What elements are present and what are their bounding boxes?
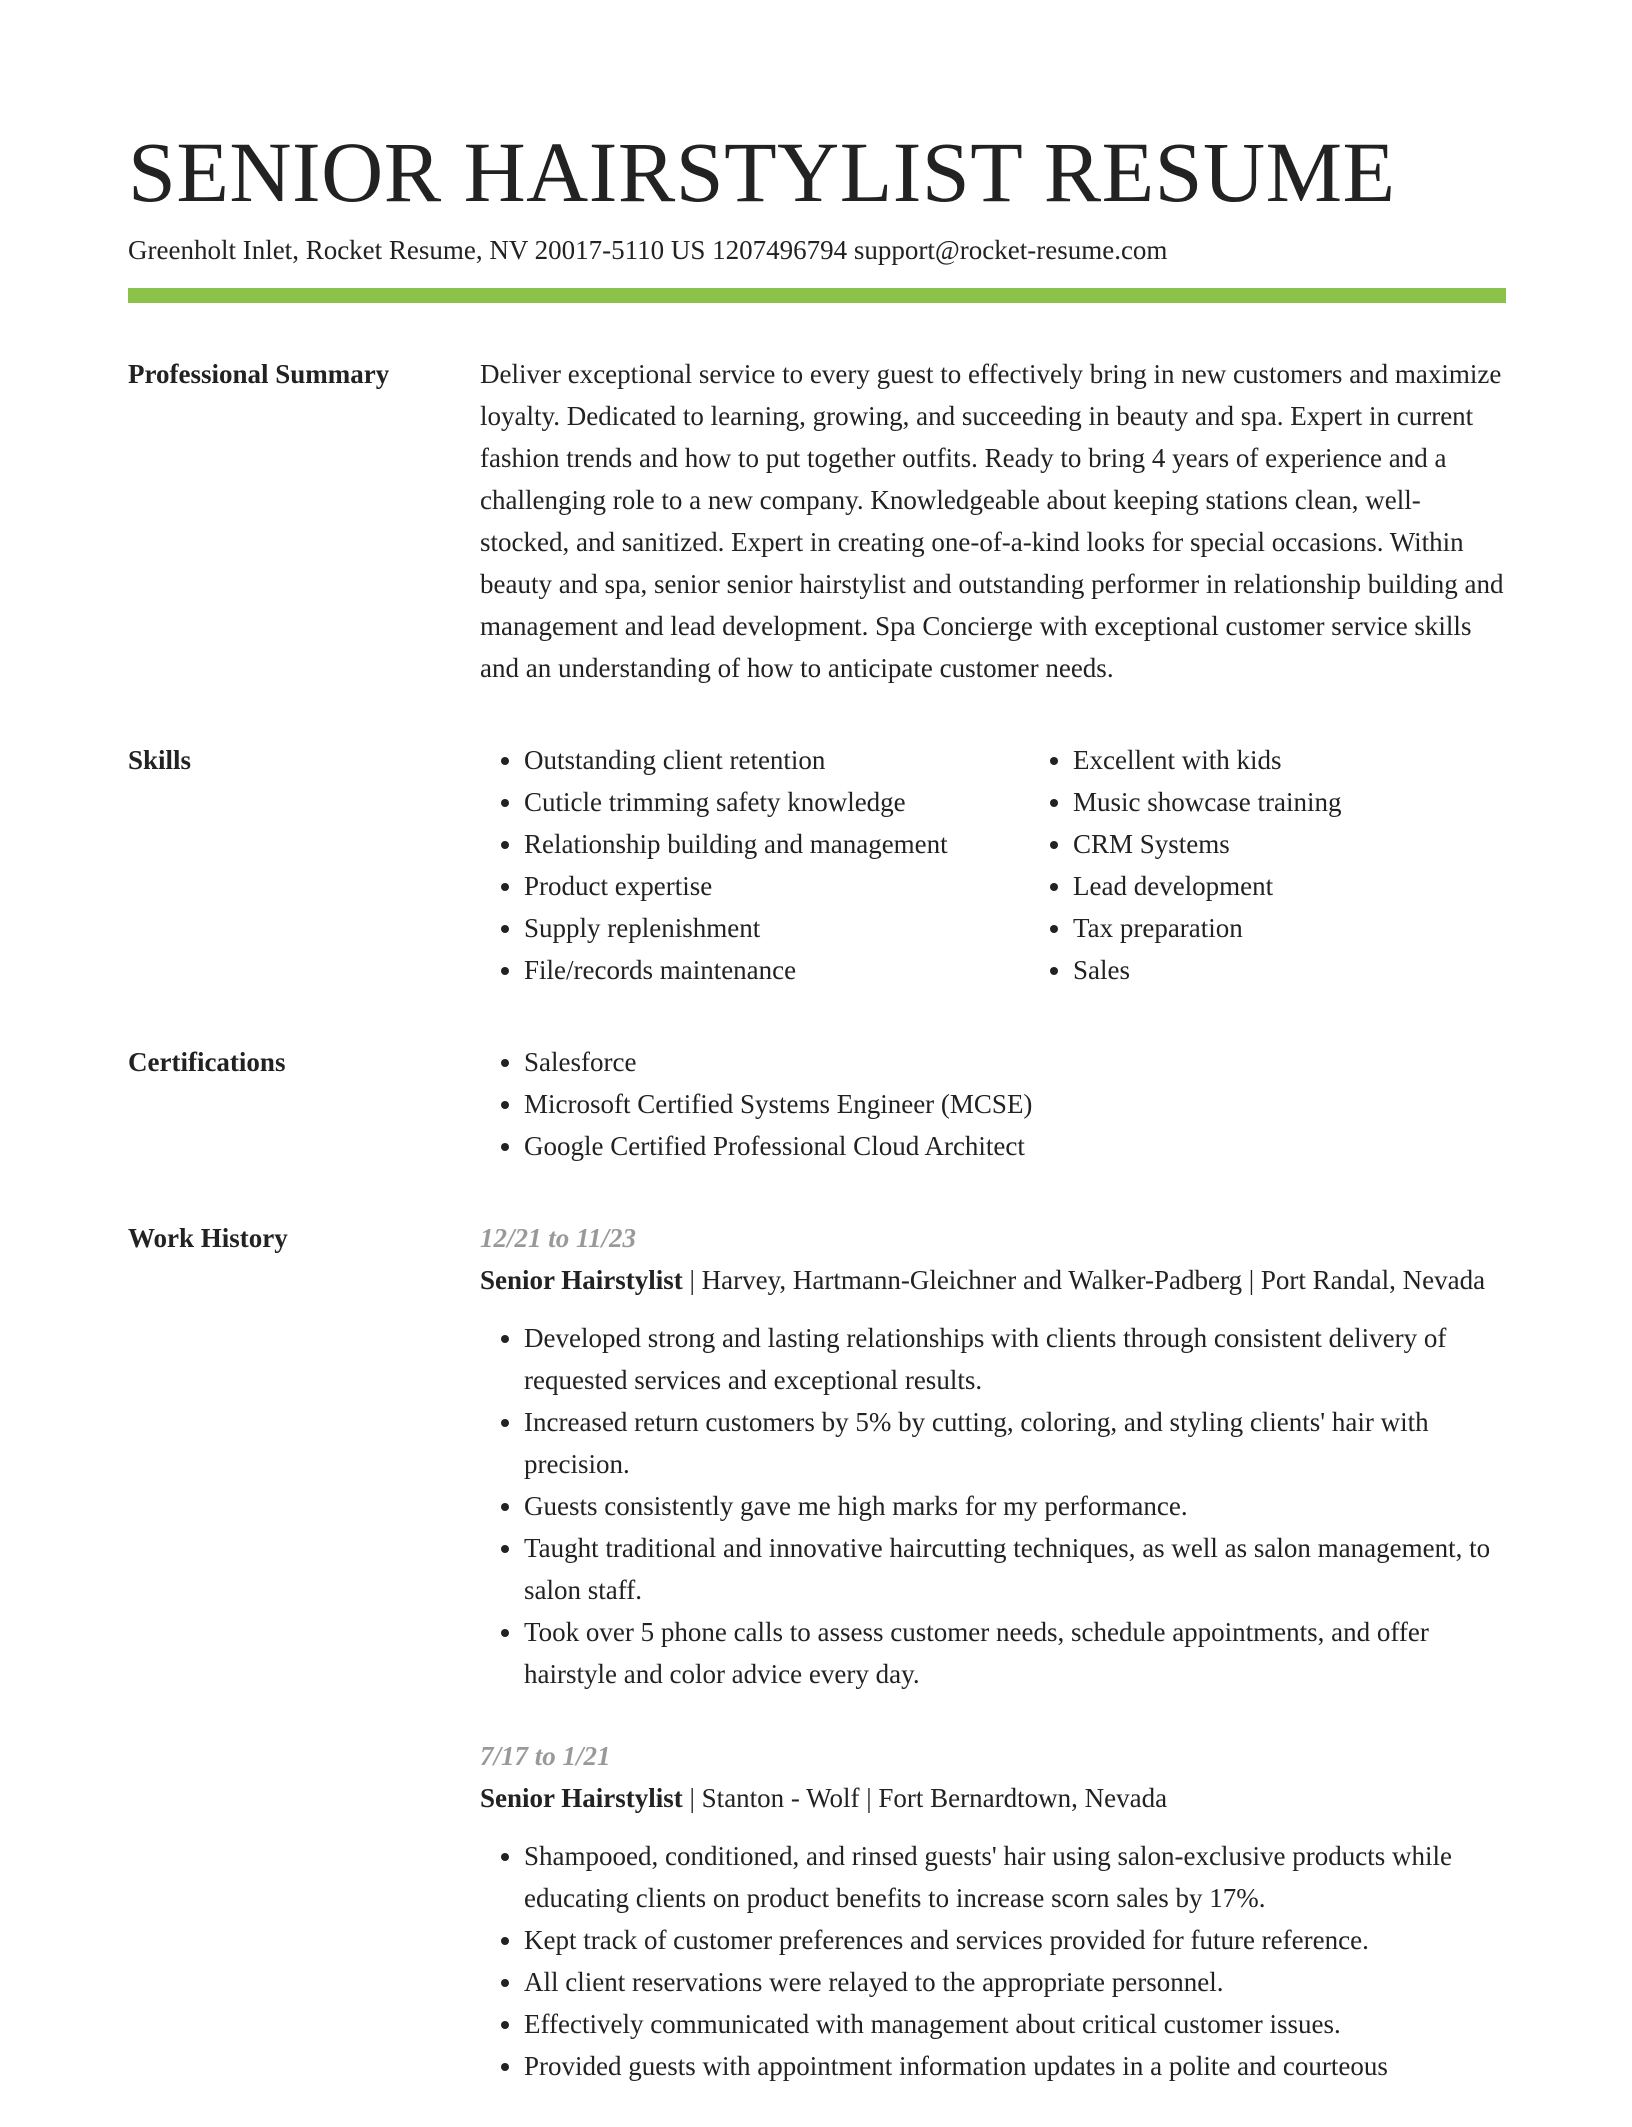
certifications-section — [128, 1041, 1506, 1167]
section-label-skills: Skills — [128, 745, 192, 775]
resume-title: SENIOR HAIRSTYLIST RESUME — [128, 124, 1396, 220]
job-details: | Stanton - Wolf | Fort Bernardtown, Nevada — [682, 1783, 1168, 1813]
resume-page — [128, 0, 1506, 2127]
section-label-certifications: Certifications — [128, 1047, 286, 1077]
job-dates: 12/21 to 11/23 — [480, 1223, 637, 1253]
skill-item: • Sales — [1073, 949, 1341, 991]
job-bullet: • Kept track of customer preferences and services provided for future reference. — [524, 1919, 1506, 1961]
job-bullet: • All client reservations were relayed to the appropriate personnel. — [524, 1961, 1506, 2003]
accent-divider — [128, 288, 1506, 303]
work-history-body — [480, 1217, 1506, 2127]
job-bullet: • Developed strong and lasting relationships with clients through consistent delivery of requested services and exceptional results. — [524, 1317, 1506, 1401]
skill-item: • Music showcase training — [1073, 781, 1341, 823]
skills-section — [128, 739, 1506, 991]
job-bullet: • Provided guests with appointment information updates in a polite and courteous — [524, 2045, 1506, 2087]
skill-item: • Outstanding client retention — [524, 739, 1029, 781]
skill-item: • Excellent with kids — [1073, 739, 1341, 781]
skill-item: • Lead development — [1073, 865, 1341, 907]
section-label-work-history: Work History — [128, 1223, 288, 1253]
certification-item: • Salesforce — [524, 1041, 1506, 1083]
job-entry — [480, 1217, 1506, 1695]
section-label-summary: Professional Summary — [128, 359, 390, 389]
work-history-section — [128, 1217, 1506, 2127]
job-bullets — [480, 1835, 1506, 2087]
skill-item: • Cuticle trimming safety knowledge — [524, 781, 1029, 823]
summary-text: Deliver exceptional service to every guest to effectively bring in new customers and maximize loyalty. Dedicated to learning, growing, and succeeding in beauty and spa. Expert in current fashion trends and how to put together outfits. Ready to bring 4 years of experience and a challenging role to a new company. Knowledgeable about keeping stations clean, well-stocked, and sanitized. Expert in creating one-of-a-kind looks for special occasions. Within beauty and spa, senior senior hairstylist and outstanding performer in relationship building and management and lead development. Spa Concierge with exceptional customer service skills and an understanding of how to anticipate customer needs. — [480, 359, 1504, 683]
skill-item: • Tax preparation — [1073, 907, 1341, 949]
job-heading — [480, 1777, 1506, 1819]
job-bullet: • Effectively communicated with management about critical customer issues. — [524, 2003, 1506, 2045]
job-title: Senior Hairstylist — [480, 1265, 683, 1295]
certifications-body — [480, 1041, 1506, 1167]
job-bullet: • Taught traditional and innovative haircutting techniques, as well as salon management, to salon staff. — [524, 1527, 1506, 1611]
job-heading — [480, 1259, 1506, 1301]
job-bullet: • Took over 5 phone calls to assess customer needs, schedule appointments, and offer hairstyle and color advice every day. — [524, 1611, 1506, 1695]
certification-item: • Microsoft Certified Systems Engineer (MCSE) — [524, 1083, 1506, 1125]
certifications-list — [480, 1041, 1506, 1167]
summary-section — [128, 353, 1506, 689]
skill-item: • Supply replenishment — [524, 907, 1029, 949]
job-title: Senior Hairstylist — [480, 1783, 683, 1813]
contact-line: Greenholt Inlet, Rocket Resume, NV 20017-5110 US 1207496794 support@rocket-resume.com — [128, 235, 1168, 265]
skill-item: • File/records maintenance — [524, 949, 1029, 991]
job-entry — [480, 1735, 1506, 2087]
skills-body — [480, 739, 1506, 991]
skills-column-2 — [1029, 739, 1341, 991]
skills-column-1 — [480, 739, 1029, 991]
skill-item: • Relationship building and management — [524, 823, 1029, 865]
job-dates: 7/17 to 1/21 — [480, 1741, 611, 1771]
job-bullets — [480, 1317, 1506, 1695]
job-bullet: • Shampooed, conditioned, and rinsed guests' hair using salon-exclusive products while educating clients on product benefits to increase scorn sales by 17%. — [524, 1835, 1506, 1919]
job-bullet: • Increased return customers by 5% by cutting, coloring, and styling clients' hair with precision. — [524, 1401, 1506, 1485]
skill-item: • Product expertise — [524, 865, 1029, 907]
skill-item: • CRM Systems — [1073, 823, 1341, 865]
job-details: | Harvey, Hartmann-Gleichner and Walker-Padberg | Port Randal, Nevada — [682, 1265, 1486, 1295]
job-bullet: • Guests consistently gave me high marks for my performance. — [524, 1485, 1506, 1527]
summary-body — [480, 353, 1506, 689]
certification-item: • Google Certified Professional Cloud Architect — [524, 1125, 1506, 1167]
